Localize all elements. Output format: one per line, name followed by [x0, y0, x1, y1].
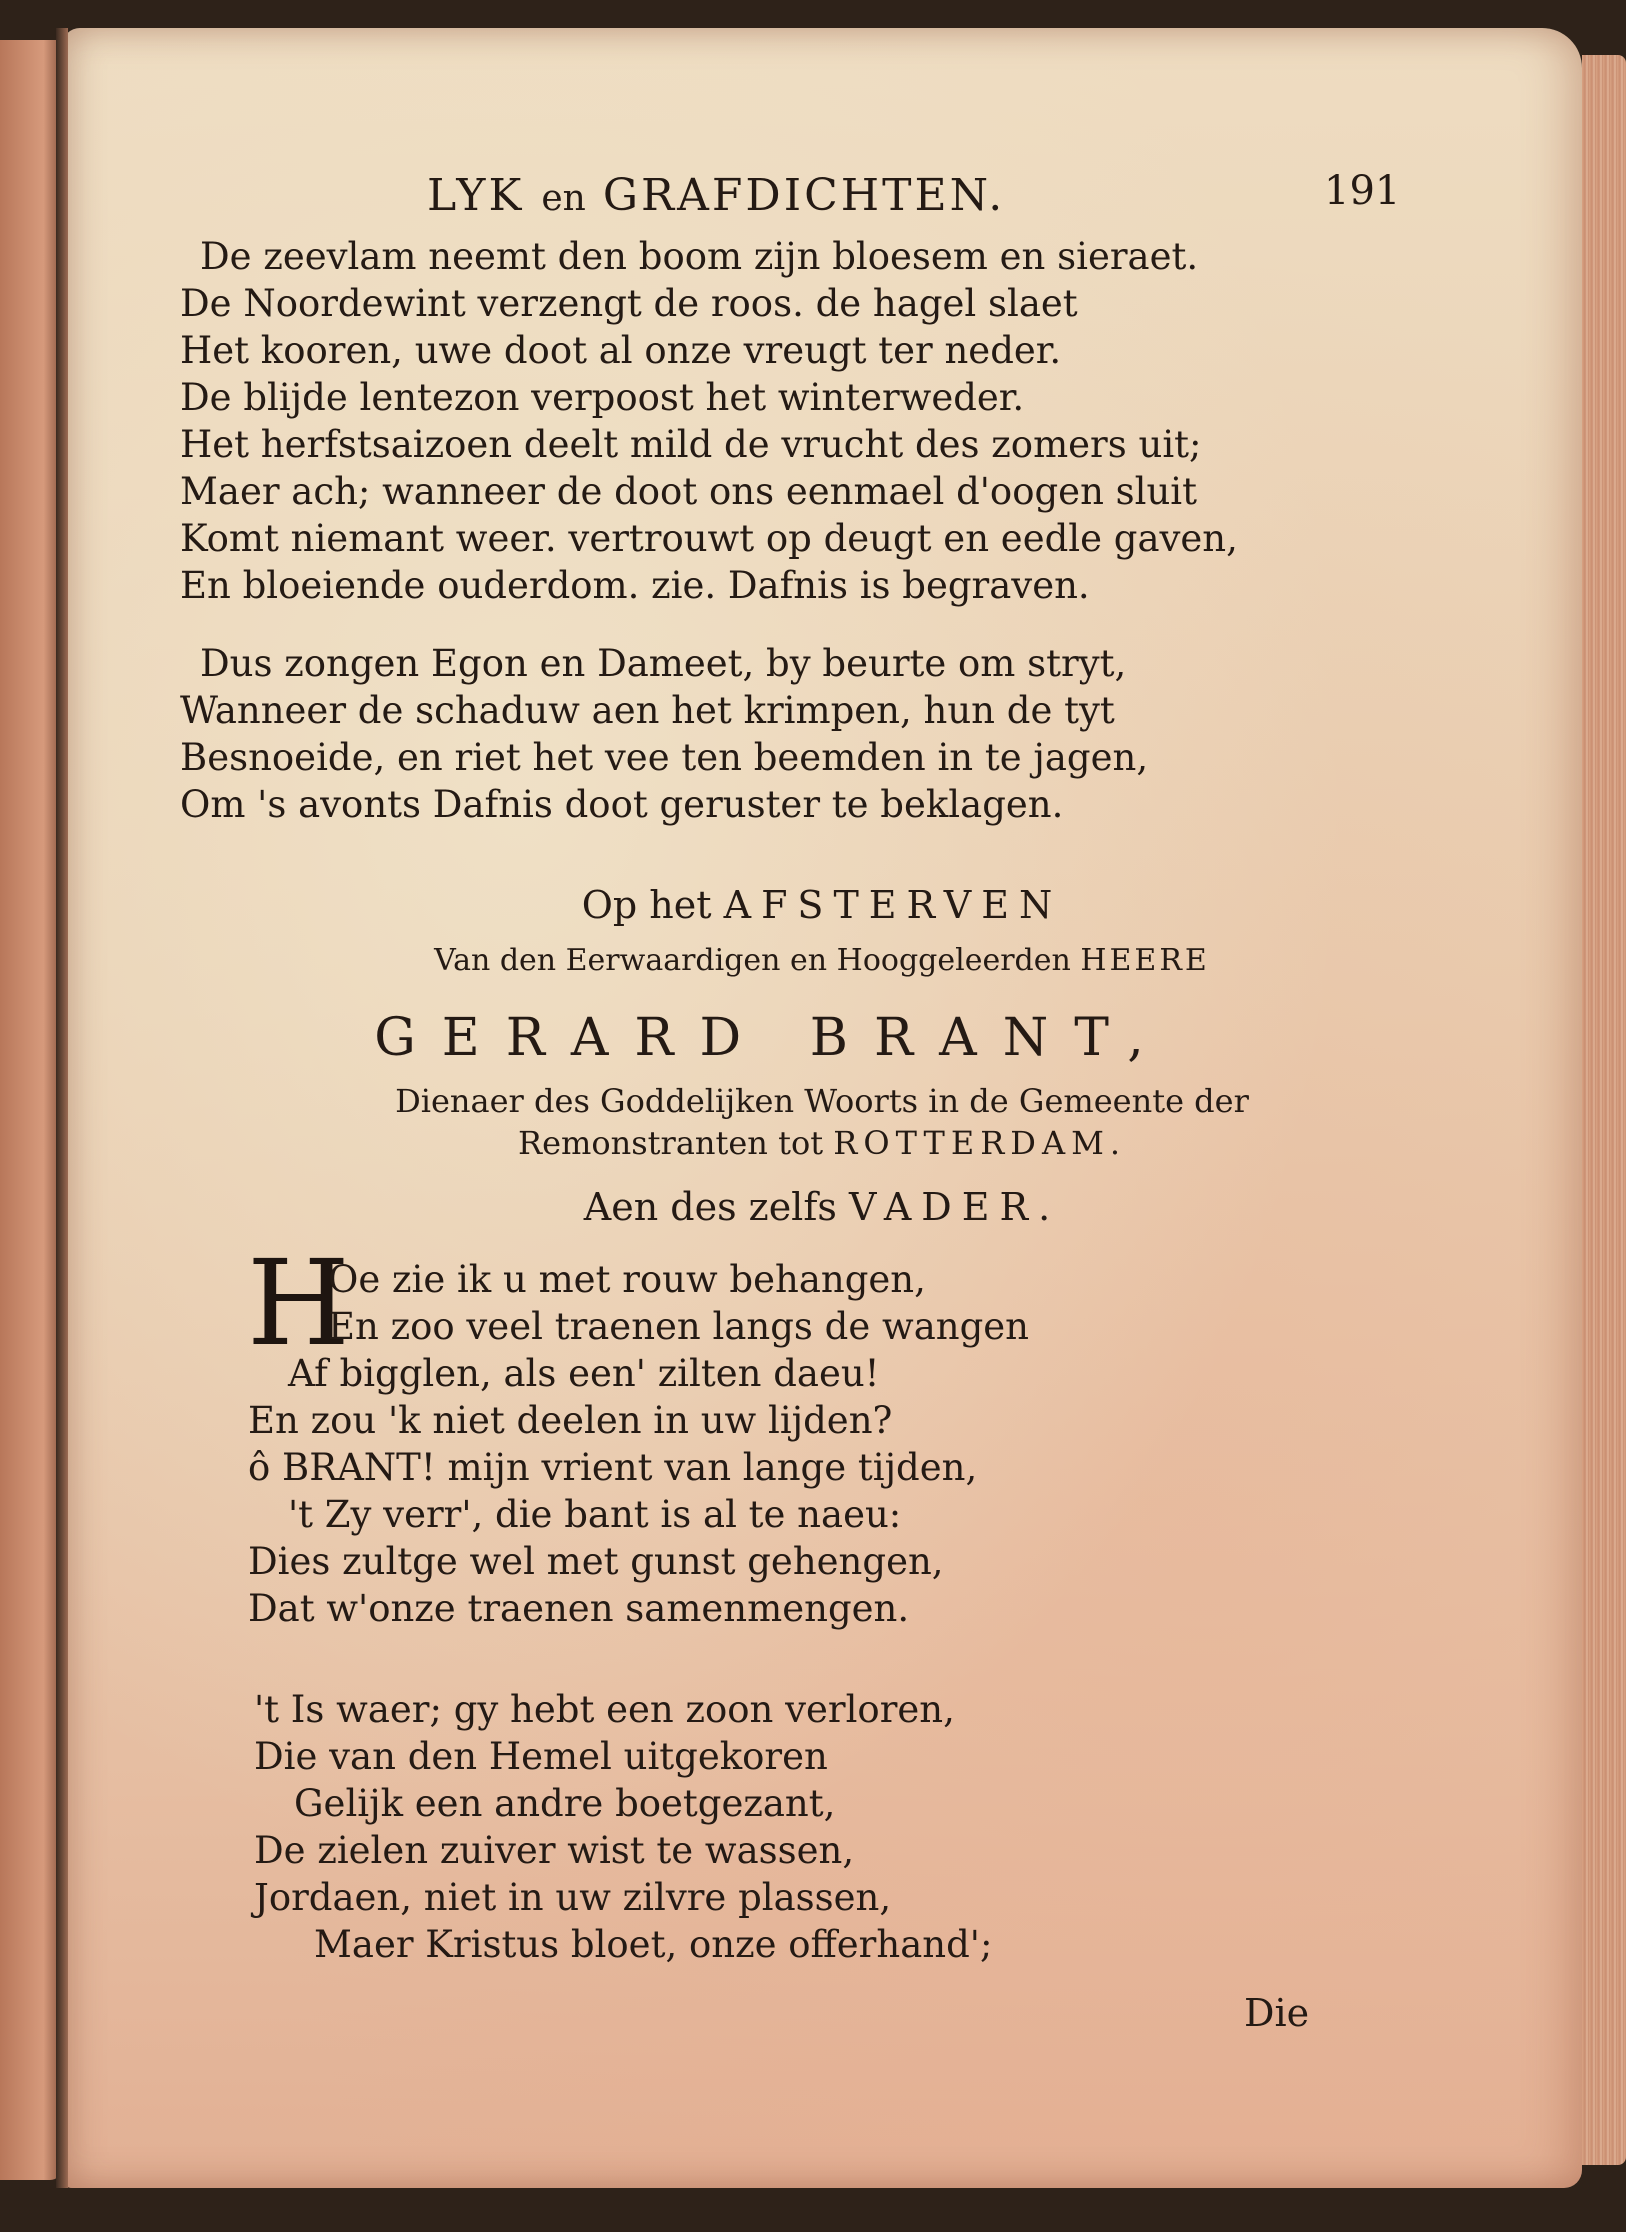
- poem-title-line-6: [62, 1185, 1582, 1229]
- running-head-rest: GRAFDICHTEN.: [602, 170, 1006, 221]
- title-vader: VADER.: [849, 1185, 1061, 1229]
- page-block-edges: [1582, 55, 1626, 2165]
- poem-title-line-1: [62, 883, 1582, 927]
- verse-line: Besnoeide, en riet het vee ten beemden in te jagen,: [180, 736, 1149, 779]
- verse-line: Dus zongen Egon en Dameet, by beurte om stryt,: [200, 642, 1127, 685]
- verse-line: De zeevlam neemt den boom zijn bloesem en sieraet.: [200, 235, 1199, 278]
- verse-line: De blijde lentezon verpoost het winterweder.: [180, 376, 1025, 419]
- verse-line: Oe zie ik u met rouw behangen,: [328, 1258, 926, 1301]
- facing-page-edge: [0, 40, 62, 2180]
- verse-line: Wanneer de schaduw aen het krimpen, hun de tyt: [180, 689, 1115, 732]
- title-text: Aen des zelfs: [583, 1185, 837, 1229]
- title-text: Dienaer des Goddelijken Woorts in de Gemeente der: [395, 1082, 1249, 1120]
- poem-stanza-2: [254, 1686, 992, 1968]
- drop-cap: H: [247, 1234, 350, 1372]
- book-page: [62, 28, 1582, 2188]
- title-text: Van den Eerwaardigen en Hooggeleerden: [434, 943, 1071, 978]
- verse-line: Af bigglen, als een' zilten daeu!: [288, 1352, 880, 1395]
- verse-line: Dat w'onze traenen samenmengen.: [248, 1587, 910, 1630]
- book-gutter: [56, 28, 68, 2188]
- title-text: Remonstranten tot: [517, 1124, 824, 1162]
- verse-line: Maer Kristus bloet, onze offerhand';: [314, 1923, 993, 1966]
- stanza-2: [180, 640, 1148, 828]
- verse-line: Het kooren, uwe doot al onze vreugt ter neder.: [180, 329, 1062, 372]
- verse-line: ô BRANT! mijn vrient van lange tijden,: [248, 1446, 978, 1489]
- verse-line: Dies zultge wel met gunst gehengen,: [248, 1540, 944, 1583]
- page-number: 191: [1324, 168, 1401, 214]
- catchword: Die: [1244, 1991, 1310, 2035]
- verse-line: Om 's avonts Dafnis doot geruster te beklagen.: [180, 783, 1064, 826]
- poem-title-name: GERARD BRANT,: [374, 1008, 1170, 1068]
- verse-line: Maer ach; wanneer de doot ons eenmael d'oogen sluit: [180, 470, 1198, 513]
- verse-line: Komt niemant weer. vertrouwt op deugt en eedle gaven,: [180, 517, 1238, 560]
- poem-stanza-1: [248, 1256, 1029, 1632]
- running-head-main: LYK: [427, 170, 525, 221]
- verse-line: En zou 'k niet deelen in uw lijden?: [248, 1399, 893, 1442]
- stanza-1: [180, 233, 1238, 609]
- verse-line: En zoo veel traenen langs de wangen: [328, 1305, 1029, 1348]
- verse-line: Die van den Hemel uitgekoren: [254, 1735, 828, 1778]
- verse-line: Jordaen, niet in uw zilvre plassen,: [254, 1876, 892, 1919]
- verse-line: De zielen zuiver wist te wassen,: [254, 1829, 855, 1872]
- running-head-small: en: [541, 178, 586, 219]
- verse-line: De Noordewint verzengt de roos. de hagel slaet: [180, 282, 1078, 325]
- title-afsterven: AFSTERVEN: [723, 883, 1063, 927]
- verse-line: 't Is waer; gy hebt een zoon verloren,: [254, 1688, 955, 1731]
- title-rotterdam: ROTTERDAM.: [833, 1124, 1126, 1162]
- verse-line: Gelijk een andre boetgezant,: [294, 1782, 836, 1825]
- poem-title-line-4: [62, 1080, 1582, 1164]
- title-text: Op het: [581, 883, 712, 927]
- title-heere: HEERE: [1080, 943, 1210, 978]
- poem-title-line-2: [62, 943, 1582, 978]
- verse-line: 't Zy verr', die bant is al te naeu:: [288, 1493, 902, 1536]
- verse-line: Het herfstsaizoen deelt mild de vrucht des zomers uit;: [180, 423, 1202, 466]
- verse-line: En bloeiende ouderdom. zie. Dafnis is begraven.: [180, 564, 1090, 607]
- running-head: [427, 170, 1005, 221]
- title-line-5: [62, 1122, 1582, 1164]
